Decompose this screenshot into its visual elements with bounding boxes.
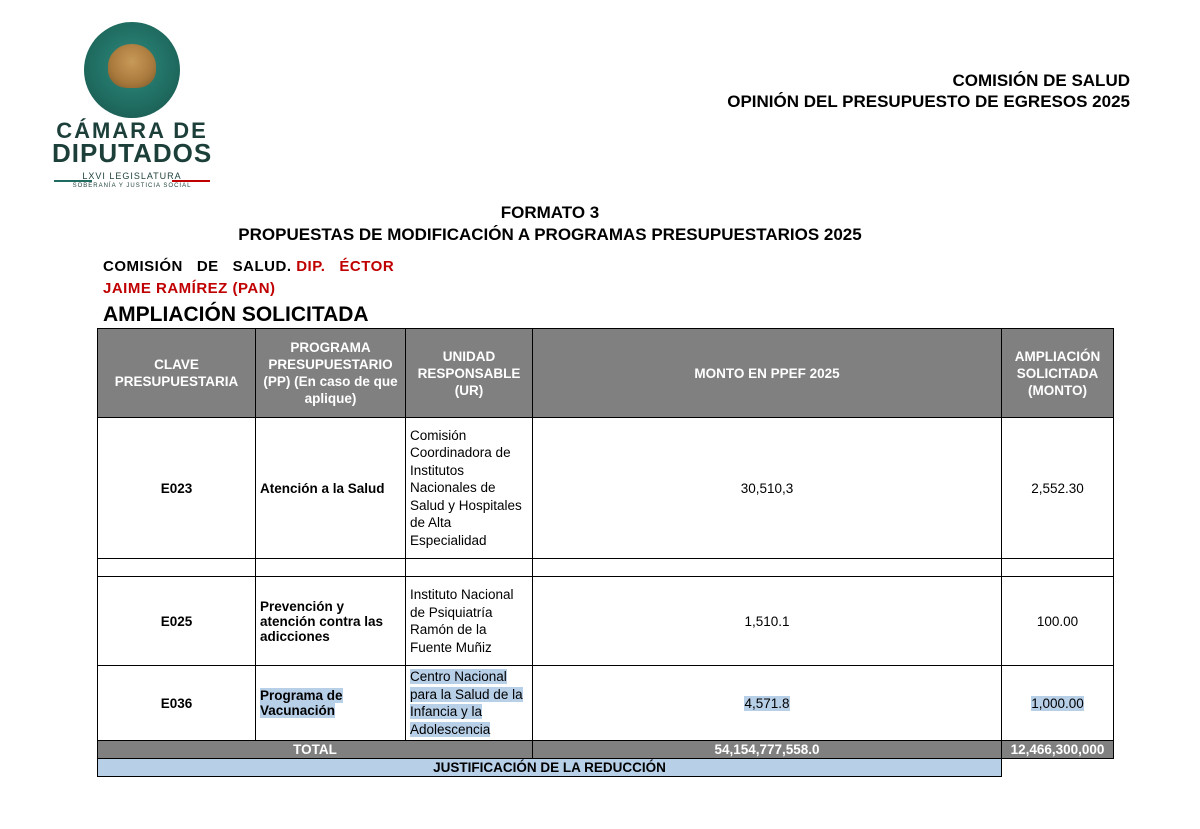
total-ampliacion: 12,466,300,000	[1002, 741, 1114, 759]
total-label: TOTAL	[98, 741, 533, 759]
deputy-title: DIP. ÉCTOR	[296, 258, 395, 275]
coat-of-arms-emblem	[84, 22, 180, 118]
total-row	[98, 741, 1114, 759]
total-monto: 54,154,777,558.0	[533, 741, 1002, 759]
cell-programa: Atención a la Salud	[256, 418, 406, 559]
unidad-text-highlighted: Centro Nacional para la Salud de la Infancia y la Adolescencia	[410, 669, 523, 737]
cell-ampliacion: 2,552.30	[1002, 418, 1114, 559]
cell-clave	[98, 666, 256, 741]
commission-prefix: COMISIÓN DE SALUD.	[103, 258, 292, 275]
cell-monto: 30,510,3	[533, 418, 1002, 559]
cell-ampliacion: 100.00	[1002, 577, 1114, 666]
cell-monto: 1,510.1	[533, 577, 1002, 666]
header-clave: CLAVE PRESUPUESTARIA	[98, 329, 256, 418]
cell-programa	[256, 666, 406, 741]
justification-label: JUSTIFICACIÓN DE LA REDUCCIÓN	[98, 759, 1002, 777]
spacer-cell	[533, 559, 1002, 577]
budget-table	[97, 328, 1114, 777]
format-title: FORMATO 3	[500, 203, 600, 222]
cell-clave: E023	[98, 418, 256, 559]
logo-line-4: SOBERANÍA Y JUSTICIA SOCIAL	[72, 183, 192, 189]
table-row-spacer	[98, 559, 1114, 577]
header-opinion: OPINIÓN DEL PRESUPUESTO DE EGRESOS 2025	[727, 92, 1130, 111]
ampliacion-text-highlighted: 1,000.00	[1031, 695, 1084, 711]
programa-text-highlighted: Programa de Vacunación	[260, 688, 343, 718]
cell-programa: Prevención y atención contra las adicciones	[256, 577, 406, 666]
spacer-cell	[98, 559, 256, 577]
cell-unidad: Instituto Nacional de Psiquiatría Ramón de la Fuente Muñiz	[406, 577, 533, 666]
header-monto: MONTO EN PPEF 2025	[533, 329, 1002, 418]
header-unidad: UNIDAD RESPONSABLE (UR)	[406, 329, 533, 418]
commission-info	[103, 256, 394, 300]
cell-clave: E025	[98, 577, 256, 666]
spacer-cell	[1002, 559, 1114, 577]
table-row	[98, 577, 1114, 666]
monto-text-highlighted: 4,571.8	[744, 695, 790, 711]
spacer-cell	[406, 559, 533, 577]
justification-blank	[1002, 759, 1114, 777]
document-header	[727, 70, 1130, 112]
justification-row	[98, 759, 1114, 777]
table-header-row	[98, 329, 1114, 418]
header-programa: PROGRAMA PRESUPUESTARIO (PP) (En caso de que aplique)	[256, 329, 406, 418]
section-title: AMPLIACIÓN SOLICITADA	[103, 303, 369, 326]
eagle-icon	[108, 44, 156, 88]
cell-unidad	[406, 666, 533, 741]
spacer-cell	[256, 559, 406, 577]
camara-logo	[52, 18, 213, 189]
header-commission: COMISIÓN DE SALUD	[952, 71, 1130, 90]
logo-line-1: CÁMARA DE	[56, 118, 208, 143]
table-row	[98, 418, 1114, 559]
table-row	[98, 666, 1114, 741]
cell-monto	[533, 666, 1002, 741]
deputy-name: JAIME RAMÍREZ (PAN)	[103, 280, 276, 297]
header-ampliacion: AMPLIACIÓN SOLICITADA (MONTO)	[1002, 329, 1114, 418]
cell-unidad: Comisión Coordinadora de Institutos Nacionales de Salud y Hospitales de Alta Especialidad	[406, 418, 533, 559]
logo-line-2: DIPUTADOS	[52, 138, 213, 168]
clave-text: E036	[160, 695, 193, 711]
cell-ampliacion	[1002, 666, 1114, 741]
document-titles	[0, 202, 1100, 246]
logo-line-3: LXVI LEGISLATURA	[82, 171, 182, 181]
format-subtitle: PROPUESTAS DE MODIFICACIÓN A PROGRAMAS PRESUPUESTARIOS 2025	[238, 225, 862, 244]
